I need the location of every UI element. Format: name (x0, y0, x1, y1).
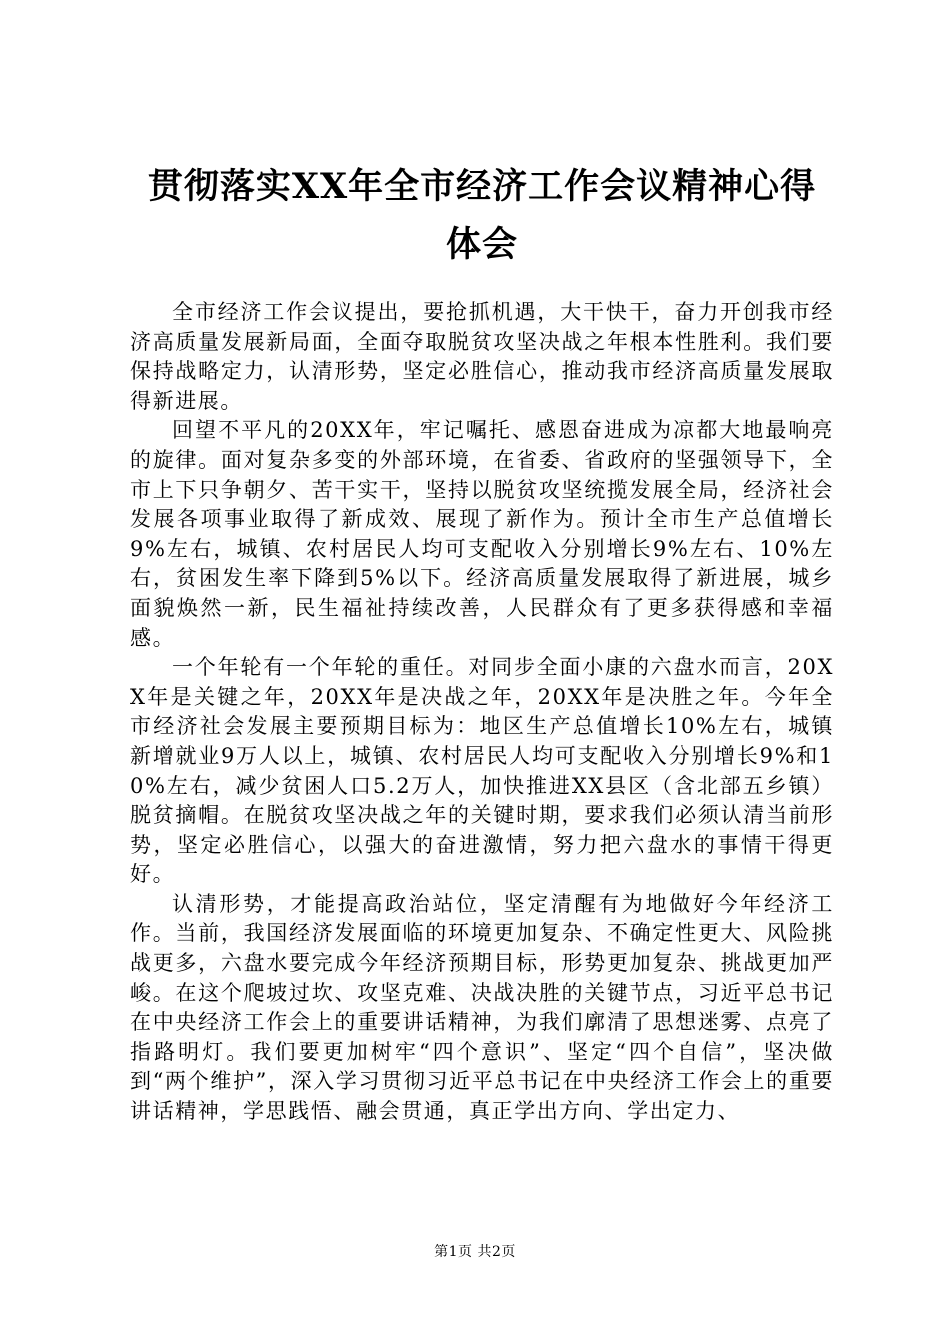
paragraph-1: 全市经济工作会议提出，要抢抓机遇，大干快干，奋力开创我市经济高质量发展新局面，全面夺取脱贫攻坚决战之年根本性胜利。我们要保持战略定力，认清形势，坚定必胜信心，推动我市经济高质量发展取得新进展。 (130, 300, 834, 413)
paragraph-4: 认清形势，才能提高政治站位，坚定清醒有为地做好今年经济工作。当前，我国经济发展面临的环境更加复杂、不确定性更大、风险挑战更多，六盘水要完成今年经济预期目标，形势更加复杂、挑战更加严峻。在这个爬坡过坎、攻坚克难、决战决胜的关键节点，习近平总书记在中央经济工作会上的重要讲话精神，为我们廓清了思想迷雾、点亮了指路明灯。我们要更加树牢“四个意识”、坚定“四个自信”，坚决做到“两个维护”，深入学习贯彻习近平总书记在中央经济工作会上的重要讲话精神，学思践悟、融会贯通，真正学出方向、学出定力、 (130, 891, 834, 1124)
document-body (130, 298, 834, 1127)
document-title: 贯彻落实XX年全市经济工作会议精神心得体会 (147, 166, 817, 265)
paragraph-2: 回望不平凡的20XX年，牢记嘱托、感恩奋进成为凉都大地最响亮的旋律。面对复杂多变的外部环境，在省委、省政府的坚强领导下，全市上下只争朝夕、苦干实干，坚持以脱贫攻坚统揽发展全局，经济社会发展各项事业取得了新成效、展现了新作为。预计全市生产总值增长9%左右，城镇、农村居民人均可支配收入分别增长9%左右、10%左右，贫困发生率下降到5%以下。经济高质量发展取得了新进展，城乡面貌焕然一新，民生福祉持续改善，人民群众有了更多获得感和幸福感。 (130, 418, 834, 650)
paragraph-3: 一个年轮有一个年轮的重任。对同步全面小康的六盘水而言，20XX年是关键之年，20XX年是决战之年，20XX年是决胜之年。今年全市经济社会发展主要预期目标为：地区生产总值增长10%左右，城镇新增就业9万人以上，城镇、农村居民人均可支配收入分别增长9%和10%左右，减少贫困人口5.2万人，加快推进XX县区（含北部五乡镇）脱贫摘帽。在脱贫攻坚决战之年的关键时期，要求我们必须认清当前形势，坚定必胜信心，以强大的奋进激情，努力把六盘水的事情干得更好。 (130, 655, 834, 887)
page-number: 第1页 共2页 (434, 1244, 516, 1260)
page-footer (0, 1242, 950, 1262)
